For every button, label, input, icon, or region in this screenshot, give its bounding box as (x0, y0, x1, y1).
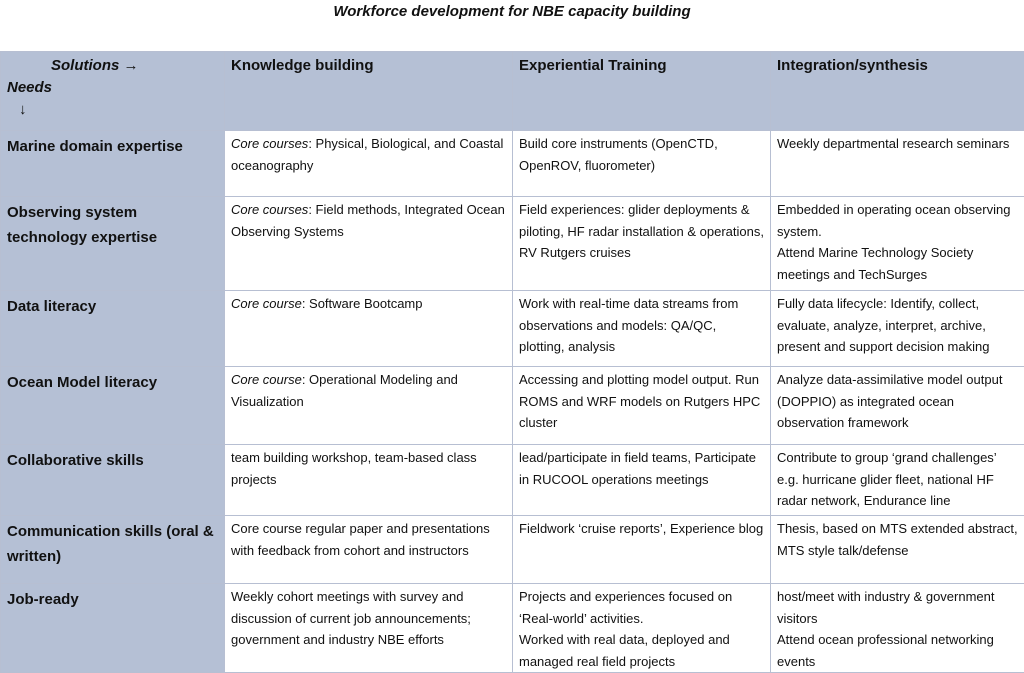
need-cell: Ocean Model literacy (1, 367, 225, 445)
experiential-cell (513, 584, 771, 673)
knowledge-italic: Core course (231, 296, 302, 311)
integration-text: Embedded in operating ocean observing system. (777, 199, 1018, 242)
experiential-cell: Field experiences: glider deployments & piloting, HF radar installation & operations, RV Rutgers cruises (513, 197, 771, 291)
header-row (1, 52, 1024, 131)
knowledge-text: Weekly cohort meetings with survey and discussion of current job announcements; government and industry NBE efforts (231, 589, 471, 647)
need-cell: Observing system technology expertise (1, 197, 225, 291)
knowledge-cell (225, 516, 513, 584)
table-row (1, 197, 1024, 291)
table-row (1, 445, 1024, 516)
experiential-cell: Work with real-time data streams from observations and models: QA/QC, plotting, analysis (513, 291, 771, 367)
integration-cell: Contribute to group ‘grand challenges’ e.g. hurricane glider fleet, national HF radar network, Endurance line (771, 445, 1024, 516)
knowledge-text: : Operational Modeling and Visualization (231, 372, 458, 409)
table-row (1, 131, 1024, 197)
column-header-integration: Integration/synthesis (771, 52, 1024, 131)
need-cell: Data literacy (1, 291, 225, 367)
need-cell: Marine domain expertise (1, 131, 225, 197)
knowledge-cell (225, 584, 513, 673)
integration-cell (771, 197, 1024, 291)
integration-text: host/meet with industry & government visitors (777, 586, 1018, 629)
table-row (1, 367, 1024, 445)
knowledge-cell (225, 445, 513, 516)
knowledge-italic: Core courses (231, 136, 308, 151)
integration-cell: Analyze data-assimilative model output (DOPPIO) as integrated ocean observation framework (771, 367, 1024, 445)
knowledge-text: : Software Bootcamp (302, 296, 423, 311)
knowledge-text: team building workshop, team-based class projects (231, 450, 477, 487)
experiential-text-2: Worked with real data, deployed and managed real field projects (519, 629, 764, 672)
knowledge-cell (225, 291, 513, 367)
experiential-cell: Fieldwork ‘cruise reports’, Experience blog (513, 516, 771, 584)
corner-cell (1, 52, 225, 131)
integration-text-2: Attend ocean professional networking events (777, 629, 1018, 672)
need-cell: Job-ready (1, 584, 225, 673)
column-header-experiential: Experiential Training (513, 52, 771, 131)
needs-label: Needs (7, 77, 218, 99)
need-cell: Collaborative skills (1, 445, 225, 516)
knowledge-italic: Core courses (231, 202, 308, 217)
knowledge-cell (225, 197, 513, 291)
page-title: Workforce development for NBE capacity building (0, 2, 1024, 22)
table-row (1, 584, 1024, 673)
integration-cell: Thesis, based on MTS extended abstract, MTS style talk/defense (771, 516, 1024, 584)
table-row (1, 516, 1024, 584)
integration-cell (771, 584, 1024, 673)
knowledge-text: : Physical, Biological, and Coastal oceanography (231, 136, 503, 173)
experiential-cell: Accessing and plotting model output. Run ROMS and WRF models on Rutgers HPC cluster (513, 367, 771, 445)
table-row (1, 291, 1024, 367)
capacity-table (0, 51, 1024, 673)
column-header-knowledge: Knowledge building (225, 52, 513, 131)
knowledge-text: Core course regular paper and presentations with feedback from cohort and instructors (231, 521, 490, 558)
experiential-cell: lead/participate in field teams, Participate in RUCOOL operations meetings (513, 445, 771, 516)
solutions-label: Solutions → (7, 55, 218, 77)
knowledge-italic: Core course (231, 372, 302, 387)
knowledge-cell (225, 367, 513, 445)
need-cell: Communication skills (oral & written) (1, 516, 225, 584)
integration-cell: Fully data lifecycle: Identify, collect, evaluate, analyze, interpret, archive, present and support decision making (771, 291, 1024, 367)
down-arrow-icon: ↓ (7, 99, 218, 121)
experiential-cell: Build core instruments (OpenCTD, OpenROV, fluorometer) (513, 131, 771, 197)
knowledge-text: : Field methods, Integrated Ocean Observing Systems (231, 202, 505, 239)
integration-cell: Weekly departmental research seminars (771, 131, 1024, 197)
knowledge-cell (225, 131, 513, 197)
experiential-text: Projects and experiences focused on ‘Real-world’ activities. (519, 586, 764, 629)
integration-text-2: Attend Marine Technology Society meetings and TechSurges (777, 242, 1018, 285)
